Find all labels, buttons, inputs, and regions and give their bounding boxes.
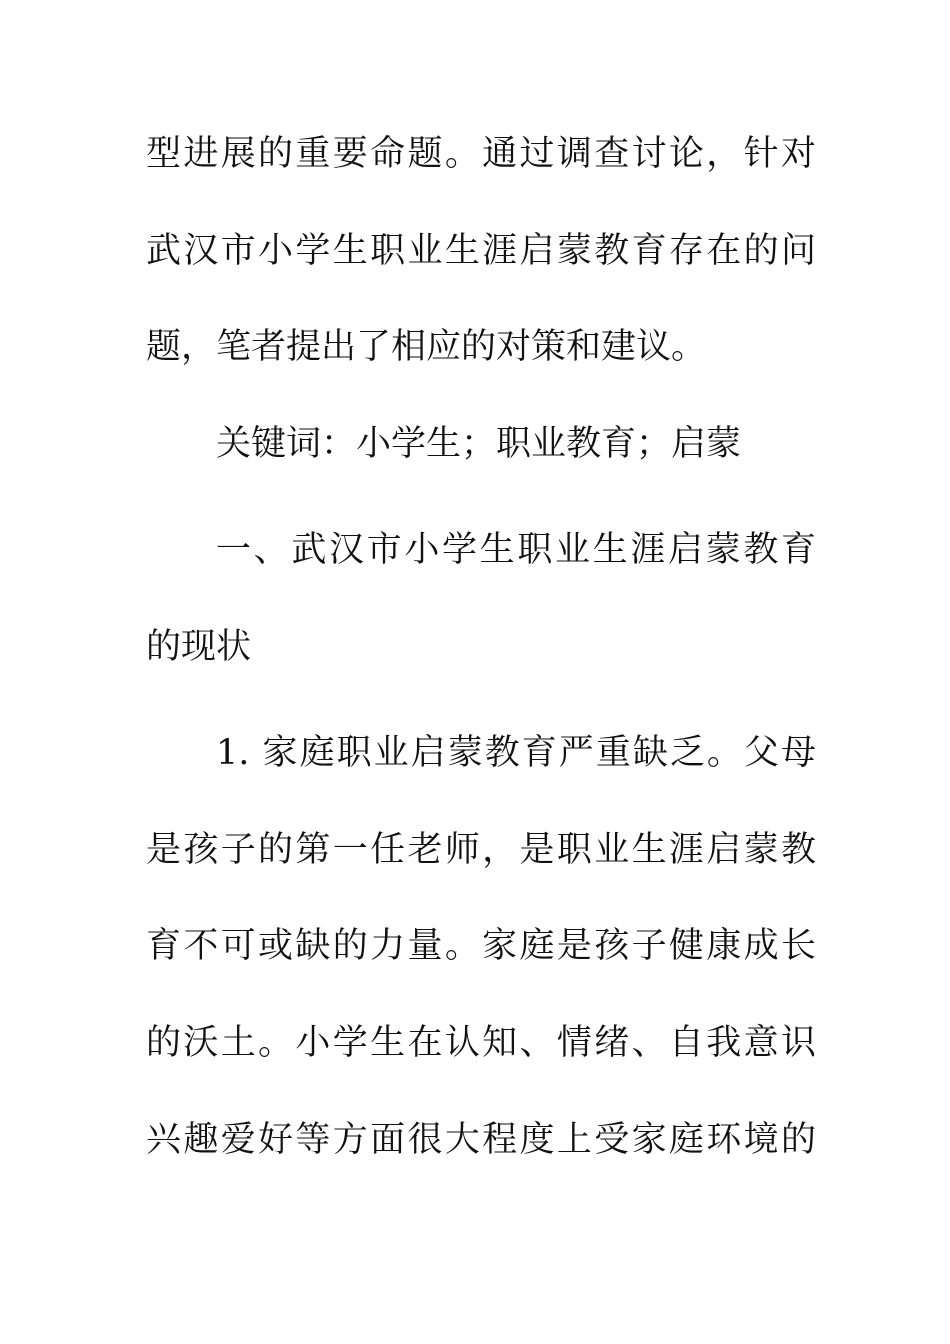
section-heading-line: 一、武汉市小学生职业生涯启蒙教育 (216, 530, 816, 570)
paragraph-line: 1. 家庭职业启蒙教育严重缺乏。父母 (216, 733, 816, 773)
paragraph-line: 是孩子的第一任老师，是职业生涯启蒙教 (146, 830, 816, 870)
paragraph-line: 型进展的重要命题。通过调查讨论，针对 (146, 134, 816, 174)
section-heading-line: 的现状 (146, 627, 252, 667)
paragraph-line: 武汉市小学生职业生涯启蒙教育存在的问 (146, 231, 816, 271)
keywords-line: 关键词：小学生；职业教育；启蒙 (216, 424, 742, 464)
paragraph-line: 兴趣爱好等方面很大程度上受家庭环境的 (146, 1120, 816, 1160)
paragraph-line: 的沃土。小学生在认知、情绪、自我意识 (146, 1023, 816, 1063)
paragraph-line: 题，笔者提出了相应的对策和建议。 (146, 327, 707, 367)
paragraph-line: 育不可或缺的力量。家庭是孩子健康成长 (146, 926, 816, 966)
